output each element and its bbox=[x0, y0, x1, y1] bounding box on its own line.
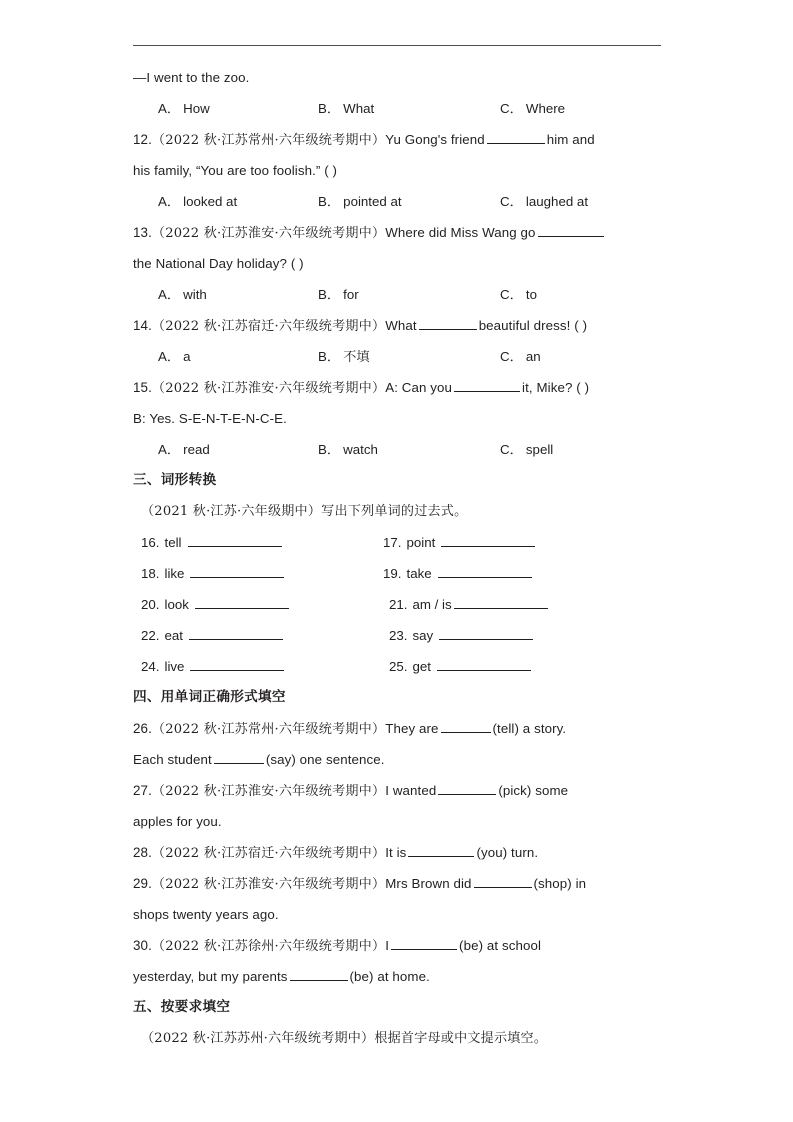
answer-blank[interactable] bbox=[438, 783, 496, 795]
options-row bbox=[133, 186, 665, 217]
answer-blank[interactable] bbox=[487, 132, 545, 144]
word-row bbox=[133, 558, 665, 589]
option-a[interactable]: A． read bbox=[158, 442, 210, 457]
question-number: 26. bbox=[133, 721, 152, 736]
question-stem-tail: it, Mike? ( ) bbox=[522, 380, 590, 395]
word-text: am / is bbox=[412, 597, 452, 612]
question-stem: Each student bbox=[133, 752, 212, 767]
option-b-text: for bbox=[343, 287, 359, 302]
question-stem: yesterday, but my parents bbox=[133, 969, 288, 984]
section-heading-three: 三、词形转换 bbox=[133, 472, 217, 488]
section-heading-five: 五、按要求填空 bbox=[133, 999, 231, 1015]
word-row bbox=[133, 620, 665, 651]
question-stem-tail: him and bbox=[546, 132, 595, 147]
option-c-text: spell bbox=[525, 442, 554, 457]
option-c-text: Where bbox=[525, 101, 566, 116]
word-item-19 bbox=[383, 558, 532, 589]
word-answer-blank[interactable] bbox=[438, 566, 532, 578]
option-a[interactable]: A． looked at bbox=[158, 194, 238, 209]
option-c[interactable]: C． to bbox=[500, 287, 537, 302]
answer-blank[interactable] bbox=[419, 318, 477, 330]
word-item-24 bbox=[141, 651, 284, 682]
option-a[interactable]: A． How bbox=[158, 101, 210, 116]
question-27-continued: apples for you. bbox=[133, 814, 222, 829]
option-b[interactable]: B． What bbox=[318, 101, 375, 116]
word-row bbox=[133, 589, 665, 620]
option-a-text: How bbox=[183, 101, 210, 116]
question-number: 13. bbox=[133, 225, 152, 240]
word-row bbox=[133, 651, 665, 682]
word-item-18 bbox=[141, 558, 284, 589]
question-number: 12. bbox=[133, 132, 152, 147]
answer-line: —I went to the zoo. bbox=[133, 70, 250, 85]
word-number: 18. bbox=[141, 566, 160, 581]
question-15 bbox=[133, 372, 665, 403]
word-number: 17. bbox=[383, 535, 402, 550]
question-number: 28. bbox=[133, 845, 152, 860]
option-a-text: with bbox=[183, 287, 207, 302]
option-c[interactable]: C． an bbox=[500, 349, 541, 364]
word-answer-blank[interactable] bbox=[454, 597, 548, 609]
word-number: 25. bbox=[389, 659, 408, 674]
option-c-text: an bbox=[525, 349, 541, 364]
option-a-text: read bbox=[183, 442, 210, 457]
word-number: 19. bbox=[383, 566, 402, 581]
section-five-instruction: （2022 秋·江苏苏州·六年级统考期中）根据首字母或中文提示填空。 bbox=[141, 1031, 548, 1046]
word-row bbox=[133, 527, 665, 558]
options-row bbox=[133, 93, 665, 124]
word-text: eat bbox=[164, 628, 183, 643]
word-answer-blank[interactable] bbox=[188, 535, 282, 547]
options-row bbox=[133, 279, 665, 310]
question-29-continued: shops twenty years ago. bbox=[133, 907, 279, 922]
option-b-text: watch bbox=[343, 442, 378, 457]
word-item-23 bbox=[389, 620, 533, 651]
question-source: （2022 秋·江苏淮安·六年级统考期中） bbox=[151, 877, 386, 892]
word-number: 20. bbox=[141, 597, 160, 612]
word-number: 23. bbox=[389, 628, 408, 643]
question-number: 30. bbox=[133, 938, 152, 953]
question-29 bbox=[133, 868, 665, 899]
question-stem-tail: (pick) some bbox=[498, 783, 569, 798]
question-source: （2022 秋·江苏淮安·六年级统考期中） bbox=[151, 381, 386, 396]
answer-blank[interactable] bbox=[538, 225, 604, 237]
option-c[interactable]: C． laughed at bbox=[500, 194, 589, 209]
question-stem: It is bbox=[385, 845, 407, 860]
question-stem-tail: (you) turn. bbox=[476, 845, 539, 860]
question-source: （2022 秋·江苏淮安·六年级统考期中） bbox=[151, 784, 386, 799]
word-item-22 bbox=[141, 620, 283, 651]
question-15-continued: B: Yes. S-E-N-T-E-N-C-E. bbox=[133, 411, 287, 426]
word-number: 24. bbox=[141, 659, 160, 674]
question-30 bbox=[133, 930, 665, 961]
question-27 bbox=[133, 775, 665, 806]
word-answer-blank[interactable] bbox=[437, 659, 531, 671]
option-c-text: to bbox=[525, 287, 537, 302]
header-rule bbox=[133, 45, 661, 46]
options-row bbox=[133, 341, 665, 372]
question-source: （2022 秋·江苏常州·六年级统考期中） bbox=[151, 722, 386, 737]
document-body bbox=[133, 62, 665, 1054]
question-number: 14. bbox=[133, 318, 152, 333]
word-answer-blank[interactable] bbox=[189, 628, 283, 640]
option-b-text: 不填 bbox=[343, 350, 370, 365]
question-stem-tail: (be) at school bbox=[459, 938, 542, 953]
question-stem-tail: (be) at home. bbox=[349, 969, 430, 984]
word-answer-blank[interactable] bbox=[190, 566, 284, 578]
question-12-continued: his family, “You are too foolish.” ( ) bbox=[133, 163, 338, 178]
question-source: （2022 秋·江苏宿迁·六年级统考期中） bbox=[151, 319, 386, 334]
question-stem-tail: (shop) in bbox=[533, 876, 587, 891]
word-item-21 bbox=[389, 589, 548, 620]
option-c[interactable]: C． spell bbox=[500, 442, 554, 457]
word-number: 21. bbox=[389, 597, 408, 612]
question-source: （2022 秋·江苏淮安·六年级统考期中） bbox=[151, 226, 386, 241]
word-item-20 bbox=[141, 589, 289, 620]
option-b[interactable]: B． for bbox=[318, 287, 359, 302]
option-c-text: laughed at bbox=[525, 194, 589, 209]
section-three-instruction: （2021 秋·江苏·六年级期中）写出下列单词的过去式。 bbox=[141, 504, 468, 519]
question-stem: Where did Miss Wang go bbox=[385, 225, 536, 240]
option-b-text: What bbox=[343, 101, 375, 116]
question-30-continued bbox=[133, 961, 665, 992]
question-stem-tail: (say) one sentence. bbox=[265, 752, 385, 767]
word-text: tell bbox=[164, 535, 182, 550]
answer-blank[interactable] bbox=[474, 876, 532, 888]
question-26-continued bbox=[133, 744, 665, 775]
question-stem-tail: beautiful dress! ( ) bbox=[478, 318, 588, 333]
word-answer-blank[interactable] bbox=[441, 535, 535, 547]
word-text: like bbox=[164, 566, 185, 581]
question-stem: I wanted bbox=[385, 783, 437, 798]
word-item-16 bbox=[141, 527, 282, 558]
question-stem: They are bbox=[385, 721, 439, 736]
word-text: live bbox=[164, 659, 185, 674]
word-number: 16. bbox=[141, 535, 160, 550]
question-13 bbox=[133, 217, 665, 248]
answer-blank[interactable] bbox=[408, 845, 474, 857]
word-text: point bbox=[406, 535, 436, 550]
option-a[interactable]: A． with bbox=[158, 287, 207, 302]
question-number: 15. bbox=[133, 380, 152, 395]
answer-blank[interactable] bbox=[391, 938, 457, 950]
section-heading-four: 四、用单词正确形式填空 bbox=[133, 689, 286, 705]
question-stem: A: Can you bbox=[385, 380, 453, 395]
question-stem: Mrs Brown did bbox=[385, 876, 472, 891]
option-b[interactable]: B． pointed at bbox=[318, 194, 402, 209]
question-13-continued: the National Day holiday? ( ) bbox=[133, 256, 304, 271]
word-answer-blank[interactable] bbox=[439, 628, 533, 640]
question-number: 27. bbox=[133, 783, 152, 798]
question-stem: I bbox=[385, 938, 390, 953]
answer-blank[interactable] bbox=[290, 969, 348, 981]
option-a-text: looked at bbox=[183, 194, 238, 209]
question-28 bbox=[133, 837, 665, 868]
word-text: look bbox=[164, 597, 189, 612]
option-c[interactable]: C． Where bbox=[500, 101, 566, 116]
question-12 bbox=[133, 124, 665, 155]
option-b[interactable]: B． watch bbox=[318, 442, 378, 457]
question-14 bbox=[133, 310, 665, 341]
options-row bbox=[133, 434, 665, 465]
word-text: say bbox=[412, 628, 434, 643]
option-b-text: pointed at bbox=[343, 194, 402, 209]
word-text: take bbox=[406, 566, 432, 581]
word-item-25 bbox=[389, 651, 531, 682]
question-number: 29. bbox=[133, 876, 152, 891]
option-a-text: a bbox=[183, 349, 191, 364]
word-text: get bbox=[412, 659, 431, 674]
question-stem-tail: (tell) a story. bbox=[492, 721, 567, 736]
question-26 bbox=[133, 713, 665, 744]
answer-blank[interactable] bbox=[441, 721, 491, 733]
answer-blank[interactable] bbox=[454, 380, 520, 392]
option-b[interactable]: B． 不填 bbox=[318, 349, 370, 365]
question-stem: Yu Gong's friend bbox=[385, 132, 485, 147]
word-answer-blank[interactable] bbox=[190, 659, 284, 671]
answer-blank[interactable] bbox=[214, 752, 264, 764]
question-stem: What bbox=[385, 318, 417, 333]
word-answer-blank[interactable] bbox=[195, 597, 289, 609]
question-source: （2022 秋·江苏常州·六年级统考期中） bbox=[151, 133, 386, 148]
question-source: （2022 秋·江苏宿迁·六年级统考期中） bbox=[151, 846, 386, 861]
word-item-17 bbox=[383, 527, 535, 558]
option-a[interactable]: A． a bbox=[158, 349, 191, 364]
word-number: 22. bbox=[141, 628, 160, 643]
question-source: （2022 秋·江苏徐州·六年级统考期中） bbox=[151, 939, 386, 954]
